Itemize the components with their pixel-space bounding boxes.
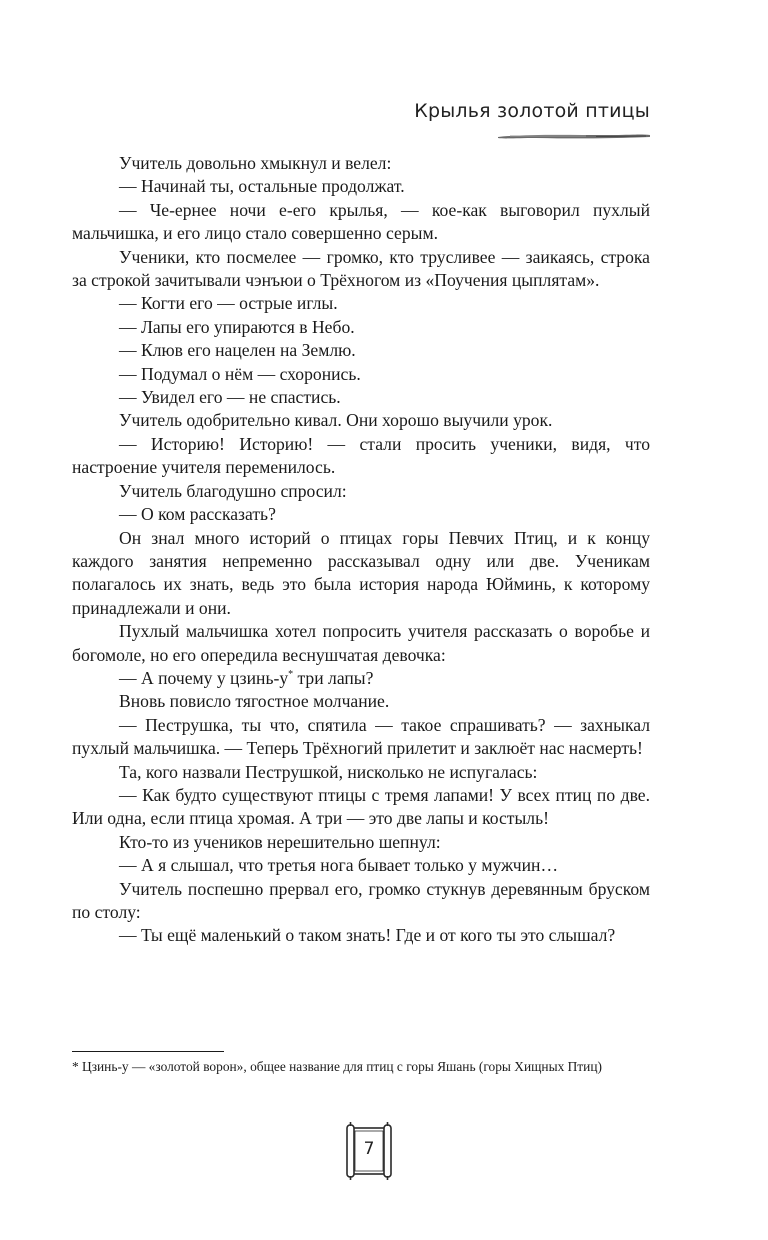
paragraph: — Когти его — острые иглы. bbox=[119, 293, 338, 314]
paragraph: — Клюв его нацелен на Землю. bbox=[119, 340, 356, 361]
paragraph: Учитель поспешно прервал его, громко стукнув деревянным бруском по столу: bbox=[72, 878, 650, 922]
paragraph: — Историю! Историю! — стали просить ученики, видя, что настроение учителя переменилось. bbox=[72, 433, 650, 478]
footnote: * Цзинь-у — «золотой ворон», общее название для птиц с горы Яшань (горы Хищных Птиц) bbox=[72, 1059, 602, 1074]
paragraph: Та, кого назвали Пеструшкой, нисколько не испугалась: bbox=[119, 761, 538, 782]
paragraph: — Увидел его — не спастись. bbox=[119, 387, 341, 408]
paragraph: — Ты ещё маленький о таком знать! Где и от кого ты это слышал? bbox=[119, 925, 616, 946]
running-title: Крылья золотой птицы bbox=[414, 100, 650, 122]
paragraph: — А я слышал, что третья нога бывает только у мужчин… bbox=[119, 855, 559, 876]
paragraph: Учитель одобрительно кивал. Они хорошо выучили урок. bbox=[119, 410, 553, 431]
paragraph-with-footnote bbox=[72, 667, 650, 690]
paragraph: Ученики, кто посмелее — громко, кто трусливее — заикаясь, строка за строкой зачитывали чэнъюи о Трёхногом из «Поучения цыплятам». bbox=[72, 246, 650, 291]
paragraph: Вновь повисло тягостное молчание. bbox=[119, 691, 390, 712]
paragraph: Учитель благодушно спросил: bbox=[119, 480, 347, 501]
paragraph: Пухлый мальчишка хотел попросить учителя рассказать о воробье и богомоле, но его опередила веснушчатая девочка: bbox=[72, 621, 650, 665]
footnote-reference-mark: * bbox=[288, 668, 294, 680]
paragraph: — Лапы его упираются в Небо. bbox=[119, 316, 355, 337]
page-number: 7 bbox=[363, 1139, 375, 1159]
paragraph: Он знал много историй о птицах горы Певчих Птиц, и к концу каждого занятия непременно рассказывал одну или две. Ученикам полагалось их знать, ведь это была история народа Юйминь, к которому принадлежали и они. bbox=[72, 527, 650, 618]
brush-stroke-underline bbox=[496, 131, 652, 141]
paragraph-text-end: три лапы? bbox=[293, 667, 374, 688]
paragraph: — Начинай ты, остальные продолжат. bbox=[119, 176, 405, 197]
paragraph: — Пеструшка, ты что, спятила — такое спрашивать? — захныкал пухлый мальчишка. — Теперь Трёхногий прилетит и заклюёт нас насмерть! bbox=[72, 714, 650, 759]
paragraph: Учитель довольно хмыкнул и велел: bbox=[119, 153, 392, 173]
paragraph: — Подумал о нём — схоронись. bbox=[119, 363, 361, 384]
paragraph: — О ком рассказать? bbox=[119, 504, 276, 525]
footnote-divider bbox=[72, 1051, 224, 1052]
paragraph: — Че-ернее ночи е-его крылья, — кое-как выговорил пухлый мальчишка, и его лицо стало совершенно серым. bbox=[72, 199, 650, 244]
body-text bbox=[72, 152, 650, 948]
paragraph: Кто-то из учеников нерешительно шепнул: bbox=[119, 831, 441, 852]
paragraph: — Как будто существуют птицы с тремя лапами! У всех птиц по две. Или одна, если птица хромая. А три — это две лапы и костыль! bbox=[72, 784, 650, 829]
paragraph-text-start: — А почему у цзинь-у bbox=[119, 667, 289, 688]
